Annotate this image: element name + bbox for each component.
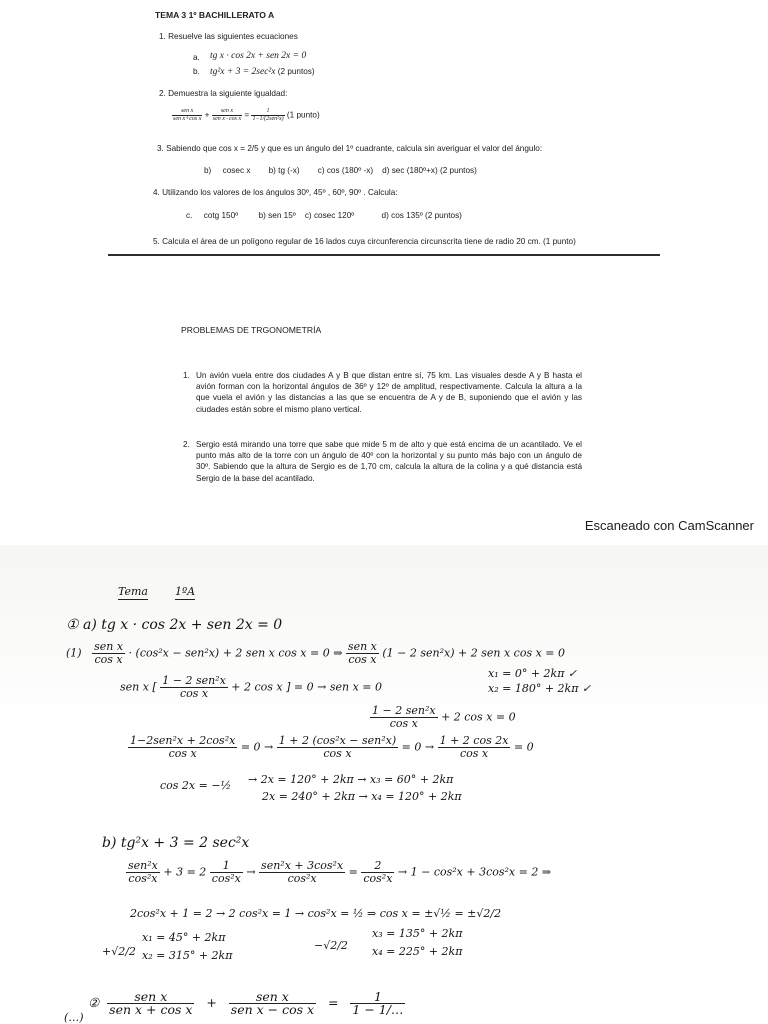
hw-line-3a: sen x [ xyxy=(120,680,157,694)
fraction-1 xyxy=(172,108,202,123)
hw-header-tema: Tema xyxy=(118,585,148,598)
equals-sign: = xyxy=(244,110,250,120)
question-2-identity xyxy=(172,108,320,123)
hw-line-5d: = 0 → xyxy=(401,740,435,754)
hw-line-7: b) tg²x + 3 = 2 sec²x xyxy=(102,835,250,851)
problem-1-number: 1. xyxy=(183,371,190,380)
hw-frac-4-num: 1 − 2 sen²x xyxy=(372,704,436,717)
hw-line-11 xyxy=(88,991,405,1016)
hw-line-10d: −√2/2 xyxy=(314,939,348,952)
hw-frac-8c-num: 1 xyxy=(210,860,243,873)
hw-frac-5e xyxy=(438,735,511,760)
hw-line-2b: · (cos²x − sen²x) + 2 sen x cos x = 0 ⇒ xyxy=(128,646,343,660)
hw-line-6a: cos 2x = −½ xyxy=(160,779,232,792)
hw-line-10a: +√2/2 xyxy=(102,945,136,958)
fraction-3 xyxy=(251,108,284,123)
hw-frac-5c-den: cos x xyxy=(323,747,352,760)
hw-line-3b: + 2 cos x ] = 0 → sen x = 0 xyxy=(231,680,382,694)
hw-frac-2c-num: sen x xyxy=(347,640,377,653)
hw-frac-3 xyxy=(160,675,228,700)
question-1a: tg x · cos 2x + sen 2x = 0 xyxy=(210,51,307,61)
exam-sheet xyxy=(0,0,768,256)
problem-2-number: 2. xyxy=(183,440,190,449)
question-1b-points: (2 puntos) xyxy=(277,67,315,76)
hw-line-8d: → xyxy=(246,865,256,879)
hw-line-6c: 2x = 240° + 2kπ → x₄ = 120° + 2kπ xyxy=(262,790,462,803)
hw-frac-8e-num: sen²x + 3cos²x xyxy=(261,859,344,872)
hw-frac-4-den: cos x xyxy=(389,717,418,730)
hw-frac-11b-num: sen x xyxy=(107,991,194,1004)
hw-frac-2c-den: cos x xyxy=(348,653,377,666)
question-2-points: (1 punto) xyxy=(286,110,320,120)
hw-frac-8g-num: 2 xyxy=(361,860,394,873)
hw-frac-5e-den: cos x xyxy=(459,747,489,760)
hw-frac-11d-den: sen x − cos x xyxy=(230,1002,315,1017)
hw-frac-8a-num: sen²x xyxy=(128,859,158,872)
fraction-3-den: 1−1/(2sen²x) xyxy=(252,116,284,122)
hw-line-2 xyxy=(66,641,565,666)
hw-frac-5a-num: 1−2sen²x + 2cos²x xyxy=(130,734,236,747)
hw-frac-11f-num: 1 xyxy=(350,991,405,1004)
page-divider xyxy=(108,254,660,256)
hw-q2-marker: ② xyxy=(88,995,100,1010)
hw-line-3 xyxy=(120,675,382,700)
hw-line-11c: + xyxy=(206,995,217,1010)
question-1: 1. Resuelve las siguientes ecuaciones xyxy=(159,32,298,41)
hw-line-6b: → 2x = 120° + 2kπ → x₃ = 60° + 2kπ xyxy=(248,773,454,786)
hw-line-4 xyxy=(370,705,516,730)
handwritten-sheet xyxy=(0,545,768,1024)
hw-frac-5a xyxy=(128,735,237,760)
problem-2-text: Sergio está mirando una torre que sabe que mide 5 m de alto y que está encima de un acantilado. Ve el punto más alto de la torre con un ángulo de 40º con la horizontal y su punto más bajo con un ángulo de 30º. Sabiendo que la altura de Sergio es de 1,70 cm, calcula la altura de la colina y a qué distancia está Sergio de la base del acantilado. xyxy=(196,440,582,483)
hw-frac-5c xyxy=(277,735,398,760)
hw-line-8f: = xyxy=(348,865,358,879)
hw-frac-5a-den: cos x xyxy=(168,747,197,760)
hw-frac-8a-den: cos²x xyxy=(128,872,158,885)
hw-line-10f: x₄ = 225° + 2kπ xyxy=(372,945,463,958)
hw-frac-3-num: 1 − 2 sen²x xyxy=(162,674,226,687)
hw-frac-11f-den: 1 − 1/… xyxy=(352,1002,404,1017)
hw-frac-11b-den: sen x + cos x xyxy=(109,1002,193,1017)
hw-frac-11b xyxy=(107,991,194,1016)
hw-frac-8a xyxy=(126,860,160,885)
problems-title: PROBLEMAS DE TRGONOMETRÍA xyxy=(181,325,322,335)
fraction-2-num: sen x xyxy=(212,108,242,116)
hw-line-10b: x₁ = 45° + 2kπ xyxy=(142,931,226,944)
hw-frac-4 xyxy=(370,705,438,730)
hw-line-9: 2cos²x + 1 = 2 → 2 cos²x = 1 → cos²x = ½ ⇒ cos x = ±√½ = ±√2/2 xyxy=(130,907,502,920)
hw-frac-8e-den: cos²x xyxy=(287,872,317,885)
question-1b-label: b. xyxy=(193,67,200,76)
hw-line-5f: = 0 xyxy=(513,740,534,754)
fraction-1-den: sen x+cos x xyxy=(173,116,202,122)
hw-frac-8c-den: cos²x xyxy=(211,872,241,885)
hw-line-5 xyxy=(128,735,534,760)
question-2: 2. Demuestra la siguiente igualdad: xyxy=(159,89,288,98)
hw-sol-2: x₂ = 180° + 2kπ ✓ xyxy=(488,682,592,695)
hw-frac-2a-num: sen x xyxy=(94,640,124,653)
plus-sign: + xyxy=(204,110,210,120)
hw-sol-1: x₁ = 0° + 2kπ ✓ xyxy=(488,667,578,680)
question-4-items: c. cotg 150º b) sen 15º c) cosec 120º d) cos 135º (2 puntos) xyxy=(186,211,462,220)
hw-frac-8g-den: cos²x xyxy=(363,872,393,885)
question-3-items: b) cosec x b) tg (-x) c) cos (180º -x) d) sec (180º+x) (2 puntos) xyxy=(204,166,477,175)
hw-line-12: (…) xyxy=(64,1011,84,1024)
hw-line-5b: = 0 → xyxy=(240,740,274,754)
hw-frac-8c xyxy=(210,860,243,885)
problems-sheet xyxy=(150,257,660,515)
hw-frac-2a-den: cos x xyxy=(94,653,123,666)
problem-1-text: Un avión vuela entre dos ciudades A y B que distan entre sí, 75 km. Las visuales desde A y B hasta el avión forman con la horizontal ángulos de 36º y 12º de amplitud, respectivamente. Calcula la altura a la que vuela el avión y las distancias a las que se encuentra de A y de B, suponiendo que el avión y las ciudades están sobre el mismo plano vertical. xyxy=(196,371,582,414)
problem-1 xyxy=(183,370,582,415)
hw-line-10c: x₂ = 315° + 2kπ xyxy=(142,949,233,962)
hw-eq-label: (1) xyxy=(66,646,82,660)
exam-header: TEMA 3 1º BACHILLERATO A xyxy=(155,10,275,20)
hw-line-8b: + 3 = 2 xyxy=(163,865,207,879)
problem-2 xyxy=(183,439,582,484)
question-1a-label: a. xyxy=(193,53,200,62)
fraction-3-num: 1 xyxy=(251,108,284,116)
hw-line-2d: (1 − 2 sen²x) + 2 sen x cos x = 0 xyxy=(382,646,565,660)
hw-line-8h: → 1 − cos²x + 3cos²x = 2 ⇒ xyxy=(397,865,552,879)
hw-frac-11d xyxy=(229,991,316,1016)
question-5: 5. Calcula el área de un polígono regular de 16 lados cuya circunferencia circunscrita tiene de radio 20 cm. (1 punto) xyxy=(153,237,576,246)
hw-frac-11f xyxy=(350,991,405,1016)
question-4: 4. Utilizando los valores de los ángulos 30º, 45º , 60º, 90º . Calcula: xyxy=(153,188,398,197)
hw-frac-2c xyxy=(346,641,379,666)
hw-frac-8e xyxy=(259,860,345,885)
hw-frac-8g xyxy=(361,860,394,885)
hw-frac-3-den: cos x xyxy=(179,687,209,700)
camscanner-watermark: Escaneado con CamScanner xyxy=(584,518,754,533)
hw-frac-5c-num: 1 + 2 (cos²x − sen²x) xyxy=(278,734,397,747)
hw-frac-11d-num: sen x xyxy=(229,991,316,1004)
hw-line-8 xyxy=(126,860,551,885)
hw-line-1: ① a) tg x · cos 2x + sen 2x = 0 xyxy=(66,617,283,633)
hw-line-10e: x₃ = 135° + 2kπ xyxy=(372,927,463,940)
hw-frac-5e-num: 1 + 2 cos 2x xyxy=(439,734,509,747)
question-1b: tg²x + 3 = 2sec²x xyxy=(210,67,276,77)
hw-line-11e: = xyxy=(327,995,339,1010)
fraction-1-num: sen x xyxy=(172,108,202,116)
fraction-2 xyxy=(212,108,242,123)
hw-line-4b: + 2 cos x = 0 xyxy=(441,710,516,724)
question-1b-row xyxy=(210,66,315,78)
question-3: 3. Sabiendo que cos x = 2/5 y que es un ángulo del 1º cuadrante, calcula sin averiguar el valor del ángulo: xyxy=(157,144,543,153)
fraction-2-den: sen x−cos x xyxy=(212,116,242,122)
hw-header-group: 1ºA xyxy=(175,585,196,598)
hw-frac-2a xyxy=(92,641,125,666)
